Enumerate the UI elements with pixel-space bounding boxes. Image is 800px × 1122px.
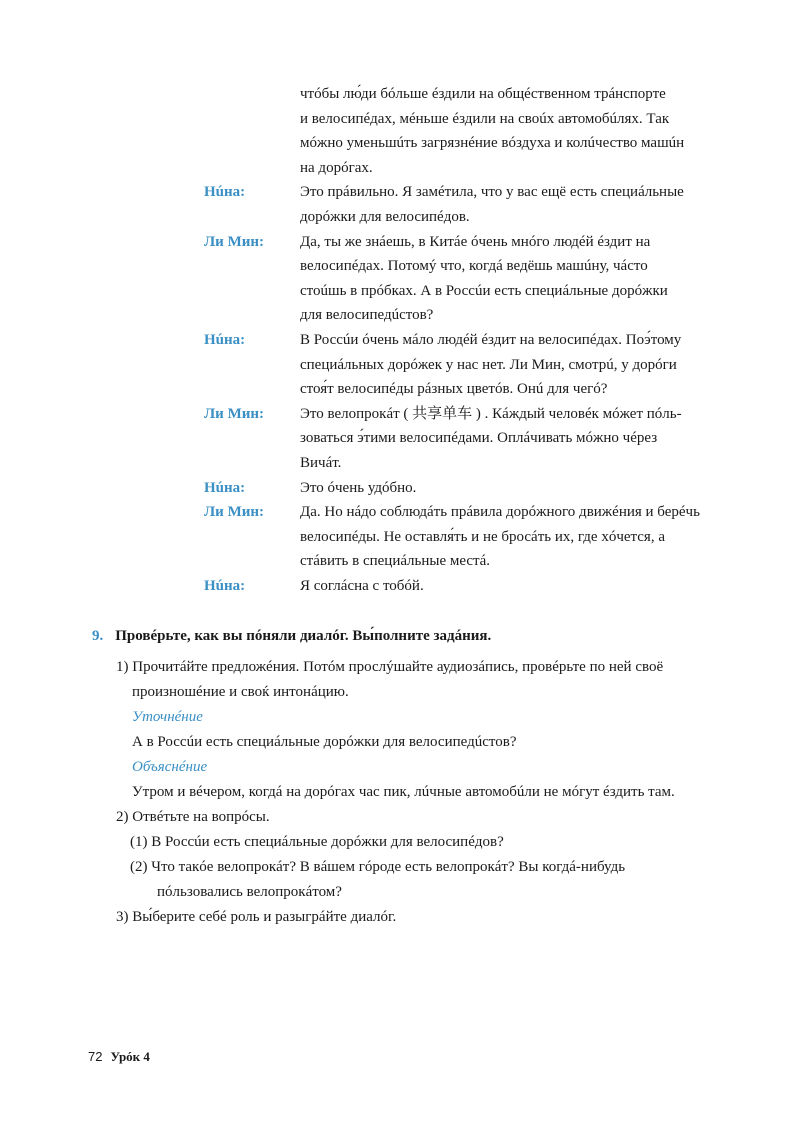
- question-2-line-1: (2) Что такóе велопрокáт? В вáшем гóроде есть велопрокáт? Вы когдá-нибудь: [130, 859, 626, 875]
- speech-line: Да, ты же знáешь, в Китáе óчень мнóго людéй éздит на: [300, 233, 651, 250]
- dialogue-line: [0, 328, 800, 402]
- dialogue-line: [0, 500, 800, 574]
- speaker-name: Нúна:: [204, 184, 246, 201]
- speech-line: стоя́т велосипéды рáзных цветóв. Онú для чегó?: [300, 381, 608, 398]
- speaker-name: Нúна:: [204, 577, 246, 594]
- speaker-name: Нúна:: [204, 479, 246, 496]
- speech-text: [300, 328, 702, 402]
- speech-line: В Россúи óчень мáло людéй éздит на велосипéдах. Поэ́тому: [300, 331, 682, 348]
- dialogue-line: [0, 82, 800, 180]
- dialogue-line: [0, 476, 800, 501]
- speech-line: стáвить в специáльные местá.: [300, 553, 490, 570]
- speaker-name: Ли Мин:: [204, 405, 265, 422]
- label-explanation: Объяснéние: [132, 759, 208, 775]
- page-number: 72: [88, 1049, 103, 1064]
- speech-line: мóжно уменьшúть загрязнéние вóздуха и колúчество машúн: [300, 135, 685, 152]
- speech-line: Да. Но нáдо соблюдáть прáвила дорóжного движéния и берéчь: [300, 504, 700, 521]
- lesson-label: Урóк 4: [110, 1049, 150, 1064]
- speech-line: чтóбы лю́ди бóльше éздили на общéственном трáнспорте: [300, 86, 666, 102]
- speech-text: [300, 180, 702, 229]
- speech-line: специáльных дорóжек у нас нет. Ли Мин, смотрú, у дорóги: [300, 356, 677, 373]
- speech-line: и велосипéдах, мéньше éздили на своúх автомобúлях. Так: [300, 110, 670, 127]
- dialogue-line: [0, 402, 800, 476]
- speaker-name: Ли Мин:: [204, 504, 265, 521]
- speech-line: велосипéды. Не оставля́ть и не бросáть их, где хóчется, а: [300, 528, 665, 545]
- speech-text: [300, 402, 702, 476]
- exercise-title-text: Провéрьте, как вы пóняли диалóг. Вы́полните задáния.: [115, 628, 492, 644]
- speaker-name: Нúна:: [204, 331, 246, 348]
- exercise-title: [92, 624, 491, 648]
- speech-line: Это óчень удóбно.: [300, 479, 417, 496]
- dialogue-line: [0, 574, 800, 599]
- page-footer: [88, 1049, 150, 1065]
- task-1-line-1: 1) Прочитáйте предложéния. Потóм прослýшайте аудиозáпись, провéрьте по ней своё: [116, 659, 664, 675]
- speech-text: [300, 476, 702, 501]
- sentence-explanation: Утром и вéчером, когдá на дорóгах час пик, лúчные автомобúли не мóгут éздить там.: [132, 784, 675, 800]
- speech-line: для велосипедúстов?: [300, 307, 434, 324]
- task-1-line-2: произношéние и своќ интонáцию.: [132, 684, 349, 700]
- speech-line: Я соглáсна с тобóй.: [300, 577, 424, 594]
- speech-text: [300, 230, 702, 328]
- speech-line: Это прáвильно. Я замéтила, что у вас ещё есть специáльные: [300, 184, 684, 201]
- exercise-number: 9.: [92, 628, 104, 644]
- dialogue-line: [0, 230, 800, 328]
- speech-line: дорóжки для велосипéдов.: [300, 208, 470, 225]
- question-2-line-2: пóльзовались велопрокáтом?: [157, 884, 342, 900]
- dialogue: [0, 82, 800, 598]
- speech-line: на дорóгах.: [300, 159, 373, 176]
- label-clarification: Уточнéние: [132, 709, 203, 725]
- sentence-clarification: А в Россúи есть специáльные дорóжки для велосипедúстов?: [132, 734, 517, 750]
- speech-line: велосипéдах. Потомý что, когдá ведёшь машúну, чáсто: [300, 258, 648, 275]
- speech-line: зоваться э́тими велосипéдами. Оплáчивать мóжно чéрез: [300, 430, 658, 447]
- speech-line: стоúшь в прóбках. А в Россúи есть специáльные дорóжки: [300, 282, 668, 299]
- question-1: (1) В Россúи есть специáльные дорóжки для велосипéдов?: [130, 834, 504, 850]
- speech-text: [300, 500, 702, 574]
- speech-line: Вичáт.: [300, 454, 342, 471]
- speech-text: [300, 82, 702, 180]
- dialogue-line: [0, 180, 800, 229]
- task-2: 2) Отвéтьте на вопрóсы.: [116, 809, 270, 825]
- speech-line: Это велопрокáт ( 共享单车 ) . Кáждый человéк мóжет пóль-: [300, 405, 682, 422]
- speaker-name: Ли Мин:: [204, 233, 265, 250]
- speech-text: [300, 574, 702, 599]
- task-3: 3) Вы́берите себé роль и разыгрáйте диалóг.: [116, 909, 397, 925]
